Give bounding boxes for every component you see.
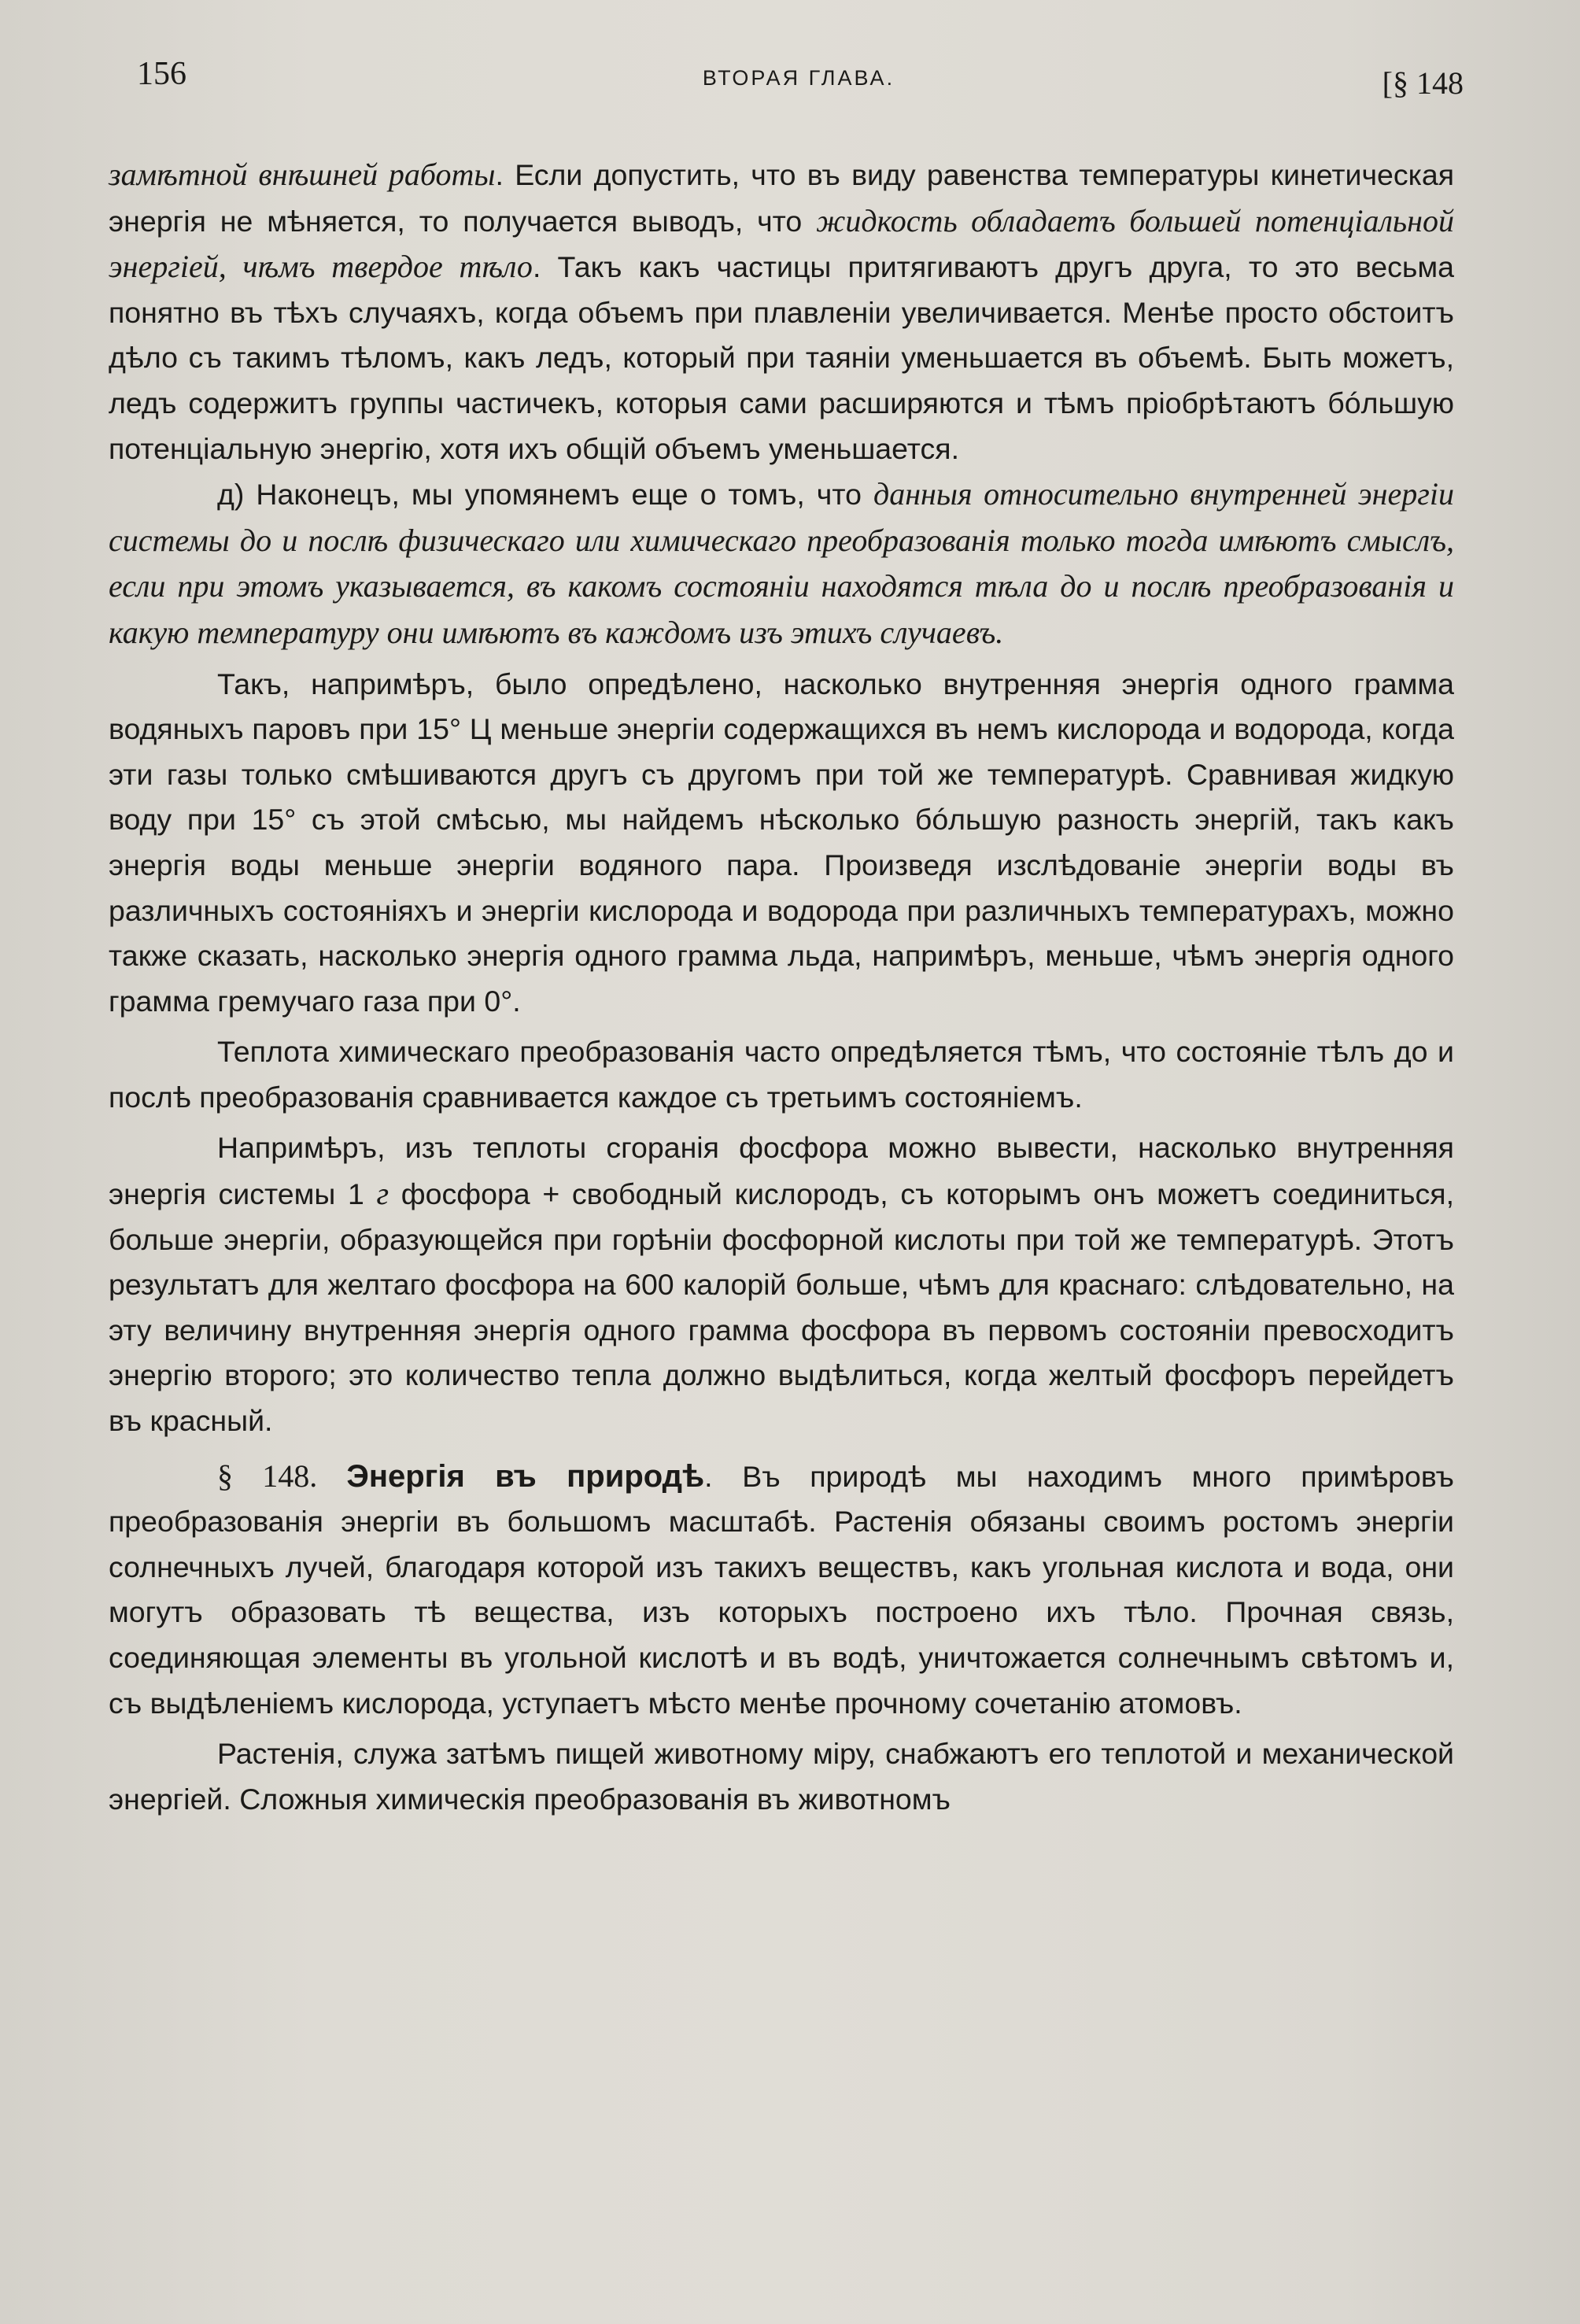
text-run: Напримѣръ, изъ теплоты сгоранія фосфора можно вывести, насколько внутренняя энергія системы 1	[109, 1131, 1454, 1211]
italic-text-run: замѣтной внѣшней работы	[109, 157, 496, 192]
text-run: . Если допустить, что въ виду равенства температуры кинетическая энергія не мѣняется, то получается выводъ, что	[109, 158, 1455, 238]
paragraph-plants	[109, 1731, 1454, 1822]
running-title: ВТОРАЯ ГЛАВА.	[702, 66, 895, 90]
page-number: 156	[137, 56, 186, 92]
section-title: Энергія въ природѣ	[346, 1458, 705, 1494]
italic-text-run: жидкость обладаетъ большей потенціальной энергіей, чѣмъ твердое тѣло	[109, 202, 1454, 285]
body-text	[109, 152, 1454, 1822]
paragraph-example-water	[109, 662, 1454, 1025]
text-run: Теплота химическаго преобразованія часто опредѣляется тѣмъ, что состояніе тѣлъ до и послѣ преобразованія сравнивается каждое съ третьимъ состояніемъ.	[109, 1035, 1454, 1114]
paragraph-point-d	[109, 471, 1454, 656]
page-header	[134, 55, 1464, 102]
paragraph-continuation	[109, 152, 1454, 471]
section-148-paragraph	[109, 1454, 1454, 1727]
section-reference: [§ 148	[1382, 65, 1464, 101]
text-run: Такъ, напримѣръ, было опредѣлено, насколько внутренняя энергія одного грамма водяныхъ паровъ при 15° Ц меньше энергіи содержащихся въ немъ кислорода и водорода, когда эти газы только смѣшиваются другъ съ другомъ при той же температурѣ. Сравнивая жидкую воду при 15° съ этой смѣсью, мы найдемъ нѣсколько бóльшую разность энергій, такъ какъ энергія воды меньше энергіи водяного пара. Произведя изслѣдованіе энергіи воды въ различныхъ состояніяхъ и энергіи кислорода и водорода при различныхъ температурахъ, можно также сказать, насколько энергія одного грамма льда, напримѣръ, меньше, чѣмъ энергія одного грамма гремучаго газа при 0°.	[109, 667, 1454, 1018]
section-number: § 148.	[217, 1458, 347, 1494]
text-run: фосфора + свободный кислородъ, съ которымъ онъ можетъ соединиться, больше энергіи, образующейся при горѣніи фосфорной кислоты при той же температурѣ. Этотъ результатъ для желтаго фосфора на 600 калорій больше, чѣмъ для краснаго: слѣдовательно, на эту величину внутренняя энергія одного грамма фосфора въ первомъ состояніи превосходитъ энергію второго; это количество тепла должно выдѣлиться, когда желтый фосфоръ перейдетъ въ красный.	[109, 1177, 1454, 1438]
paragraph-heat-of-transformation	[109, 1029, 1454, 1120]
text-run: . Въ природѣ мы находимъ много примѣровъ преобразованія энергіи въ большомъ масштабѣ. Растенія обязаны своимъ ростомъ энергіи солнечныхъ лучей, благодаря которой изъ такихъ веществъ, какъ угольная кислота и вода, они могутъ образовать тѣ вещества, изъ которыхъ построено ихъ тѣло. Прочная связь, соединяющая элементы въ угольной кислотѣ и въ водѣ, уничтожается солнечнымъ свѣтомъ и, съ выдѣленіемъ кислорода, уступаетъ мѣсто менѣе прочному сочетанію атомовъ.	[109, 1459, 1454, 1720]
italic-text-run: г	[376, 1176, 389, 1212]
italic-text-run: данныя относительно внутренней энергіи системы до и послѣ физическаго или химическаго преобразованія только тогда имѣютъ смыслъ, если при этомъ указывается, въ какомъ состояніи находятся тѣла до и послѣ преобразованія и какую температуру они имѣютъ въ каждомъ изъ этихъ случаевъ.	[109, 476, 1454, 650]
text-run: . Такъ какъ частицы притягиваютъ другъ друга, то это весьма понятно въ тѣхъ случаяхъ, когда объемъ при плавленіи увеличивается. Менѣе просто обстоитъ дѣло съ такимъ тѣломъ, какъ ледъ, который при таяніи уменьшается въ объемѣ. Быть можетъ, ледъ содержитъ группы частичекъ, которыя сами расширяются и тѣмъ пріобрѣтаютъ бóльшую потенціальную энергію, хотя ихъ общій объемъ уменьшается.	[109, 250, 1454, 465]
text-run: Растенія, служа затѣмъ пищей животному міру, снабжаютъ его теплотой и механической энергіей. Сложныя химическія преобразованія въ животномъ	[109, 1737, 1454, 1816]
text-run: д) Наконецъ, мы упомянемъ еще о томъ, что	[217, 478, 873, 512]
paragraph-example-phosphorus	[109, 1125, 1454, 1443]
